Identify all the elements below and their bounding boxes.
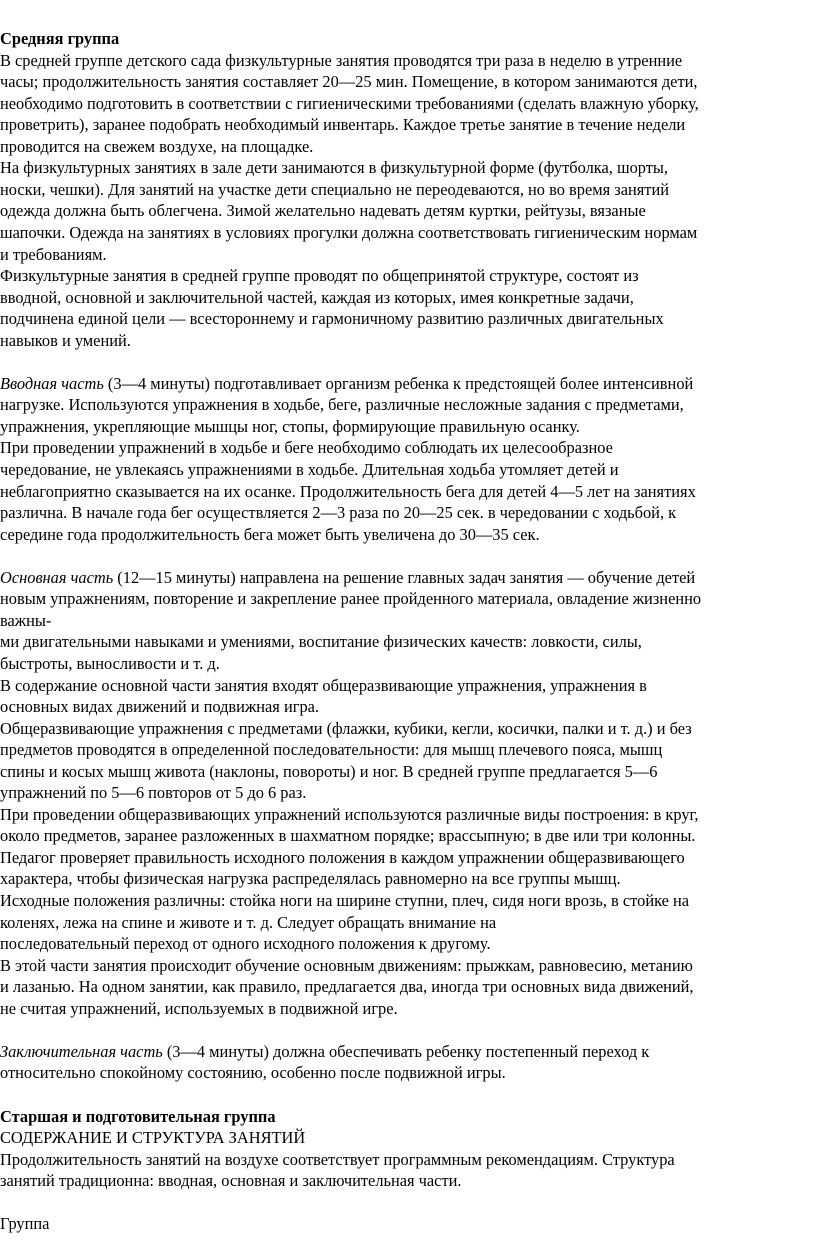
text-line bbox=[0, 868, 621, 890]
text-line bbox=[0, 1213, 49, 1235]
text-line bbox=[0, 1106, 276, 1128]
body-text: чередование, не увлекаясь упражнениями в ходьбе. Длительная ходьба утомляет детей и bbox=[0, 460, 619, 479]
text-line bbox=[0, 610, 51, 632]
body-text: середине года продолжительность бега может быть увеличена до 30—35 сек. bbox=[0, 524, 540, 544]
text-line bbox=[0, 244, 107, 266]
body-text: навыков и умений. bbox=[0, 330, 131, 350]
body-text: предметов проводятся в определенной последовательности: для мышц плечевого пояса, мышц bbox=[0, 740, 663, 760]
text-line bbox=[0, 718, 692, 740]
text-line bbox=[0, 955, 693, 977]
body-text: Общеразвивающие упражнения с предметами (флажки, кубики, кегли, косички, палки и т. д.) и без bbox=[0, 718, 692, 738]
body-text: Физкультурные занятия в средней группе проводят по общепринятой структуре, состоят из bbox=[0, 266, 639, 286]
body-text: необходимо подготовить в соответствии с гигиеническими требованиями (сделать влажную уборку, bbox=[0, 93, 699, 113]
italic-term: Заключительная часть bbox=[0, 1041, 163, 1061]
text-line bbox=[0, 136, 313, 158]
body-text: упражнения, укрепляющие мышцы ног, стопы, формирующие правильную осанку. bbox=[0, 416, 580, 436]
body-text: упражнений по 5—6 повторов от 5 до 6 раз. bbox=[0, 783, 307, 803]
text-line bbox=[0, 416, 580, 438]
text-line bbox=[0, 222, 697, 244]
text-line bbox=[0, 179, 669, 201]
body-text: (12—15 минуты) направлена на решение главных задач занятия — обучение детей bbox=[113, 567, 696, 587]
body-text: Педагог проверяет правильность исходного положения в каждом упражнении общеразвивающего bbox=[0, 847, 685, 867]
text-line bbox=[0, 890, 689, 912]
body-text: При проведении общеразвивающих упражнений используются различные виды построения: в круг, bbox=[0, 804, 699, 824]
text-line bbox=[0, 567, 695, 589]
body-text: подчинена единой цели — всестороннему и гармоничному развитию различных двигательных bbox=[0, 309, 664, 329]
text-line bbox=[0, 308, 664, 330]
body-text: носки, чешки). Для занятий на участке дети специально не переодеваются, но во время занятий bbox=[0, 179, 670, 199]
text-line bbox=[0, 847, 685, 869]
text-line bbox=[0, 394, 684, 416]
body-text: важны- bbox=[0, 610, 52, 630]
text-line bbox=[0, 739, 662, 761]
text-line bbox=[0, 998, 398, 1020]
text-line bbox=[0, 437, 613, 459]
text-line bbox=[0, 524, 540, 546]
body-text: основных видах движений и подвижная игра. bbox=[0, 697, 320, 717]
text-line bbox=[0, 1170, 462, 1192]
body-text: При проведении упражнений в ходьбе и беге необходимо соблюдать их целесообразное bbox=[0, 438, 613, 458]
body-text: спины и косых мышц живота (наклоны, повороты) и ног. В средней группе предлагается 5—6 bbox=[0, 761, 658, 781]
text-line bbox=[0, 804, 699, 826]
body-text: часы; продолжительность занятия составляет 20—25 мин. Помещение, в котором занимаются дети, bbox=[0, 72, 698, 92]
text-line bbox=[0, 157, 668, 179]
text-line bbox=[0, 502, 676, 524]
body-text: В этой части занятия происходит обучение основным движениям: прыжкам, равновесию, метанию bbox=[0, 955, 693, 975]
italic-term: Основная часть bbox=[0, 567, 114, 587]
body-text: быстроты, выносливости и т. д. bbox=[0, 653, 220, 673]
text-line bbox=[0, 761, 657, 783]
text-line bbox=[0, 675, 647, 697]
body-text: ми двигательными навыками и умениями, воспитание физических качеств: ловкости, силы, bbox=[0, 632, 642, 652]
body-text: одежда должна быть облегчена. Зимой желательно надевать детям куртки, рейтузы, вязаные bbox=[0, 201, 646, 221]
text-line bbox=[0, 825, 695, 847]
text-line bbox=[0, 976, 694, 998]
body-text: проветрить), заранее подобрать необходимый инвентарь. Каждое третье занятие в течение недели bbox=[0, 115, 686, 135]
body-text: и лазанью. На одном занятии, как правило, предлагается два, иногда три основных вида движений, bbox=[0, 977, 694, 997]
text-line bbox=[0, 114, 685, 136]
body-text: На физкультурных занятиях в зале дети занимаются в физкультурной форме (футболка, шорты, bbox=[0, 158, 669, 178]
text-line bbox=[0, 481, 696, 503]
text-line bbox=[0, 93, 699, 115]
body-text: характера, чтобы физическая нагрузка распределялась равномерно на все группы мышц. bbox=[0, 869, 621, 889]
italic-term: Вводная часть bbox=[0, 373, 104, 393]
body-text: не считая упражнений, используемых в подвижной игре. bbox=[0, 998, 398, 1018]
body-text: СОДЕРЖАНИЕ И СТРУКТУРА ЗАНЯТИЙ bbox=[0, 1128, 306, 1148]
text-line bbox=[0, 1127, 305, 1149]
text-line bbox=[0, 287, 634, 309]
text-line bbox=[0, 696, 319, 718]
body-text: проводится на свежем воздухе, на площадке. bbox=[0, 136, 314, 156]
text-line bbox=[0, 1041, 649, 1063]
body-text: В средней группе детского сада физкультурные занятия проводятся три раза в неделю в утренние bbox=[0, 50, 683, 70]
body-text: вводной, основной и заключительной частей, каждая из которых, имея конкретные задачи, bbox=[0, 287, 634, 307]
text-line bbox=[0, 912, 496, 934]
text-line bbox=[0, 933, 491, 955]
text-line bbox=[0, 200, 646, 222]
heading-text: Средняя группа bbox=[0, 29, 120, 48]
body-text: новым упражнениям, повторение и закрепление ранее пройденного материала, овладение жизненно bbox=[0, 589, 702, 609]
body-text: занятий традиционна: вводная, основная и заключительная части. bbox=[0, 1171, 462, 1191]
body-text: шапочки. Одежда на занятиях в условиях прогулки должна соответствовать гигиеническим нормам bbox=[0, 222, 698, 242]
body-text: различна. В начале года бег осуществляется 2—3 раза по 20—25 сек. в чередовании с ходьбой, к bbox=[0, 503, 677, 523]
text-line bbox=[0, 782, 306, 804]
body-text: неблагоприятно сказывается на их осанке. Продолжительность бега для детей 4—5 лет на занятиях bbox=[0, 481, 696, 501]
text-line bbox=[0, 631, 642, 653]
text-line bbox=[0, 588, 701, 610]
text-line bbox=[0, 71, 698, 93]
body-text: (3—4 минуты) подготавливает организм ребенка к предстоящей более интенсивной bbox=[103, 373, 694, 393]
text-line bbox=[0, 459, 619, 481]
body-text: относительно спокойному состоянию, особенно после подвижной игры. bbox=[0, 1063, 506, 1083]
body-text: около предметов, заранее разложенных в шахматном порядке; врассыпную; в две или три колонны. bbox=[0, 826, 696, 846]
text-line bbox=[0, 373, 693, 395]
text-line bbox=[0, 330, 131, 352]
text-line bbox=[0, 28, 119, 50]
body-text: Группа bbox=[0, 1214, 50, 1234]
body-text: В содержание основной части занятия входят общеразвивающие упражнения, упражнения в bbox=[0, 675, 647, 695]
body-text: Исходные положения различны: стойка ноги на ширине ступни, плеч, сидя ноги врозь, в стойке на bbox=[0, 891, 690, 910]
body-text: коленях, лежа на спине и животе и т. д. Следует обращать внимание на bbox=[0, 912, 497, 932]
body-text: (3—4 минуты) должна обеспечивать ребенку постепенный переход к bbox=[162, 1041, 650, 1061]
body-text: нагрузке. Используются упражнения в ходьбе, беге, различные несложные задания с предметами, bbox=[0, 395, 684, 415]
text-line bbox=[0, 1062, 506, 1084]
heading-text: Старшая и подготовительная группа bbox=[0, 1106, 276, 1126]
text-line bbox=[0, 50, 682, 72]
text-line bbox=[0, 653, 220, 675]
body-text: Продолжительность занятий на воздухе соответствует программным рекомендациям. Структура bbox=[0, 1149, 675, 1169]
text-line bbox=[0, 1149, 675, 1171]
body-text: последовательный переход от одного исходного положения к другому. bbox=[0, 934, 491, 954]
body-text: и требованиям. bbox=[0, 244, 107, 264]
text-line bbox=[0, 265, 639, 287]
